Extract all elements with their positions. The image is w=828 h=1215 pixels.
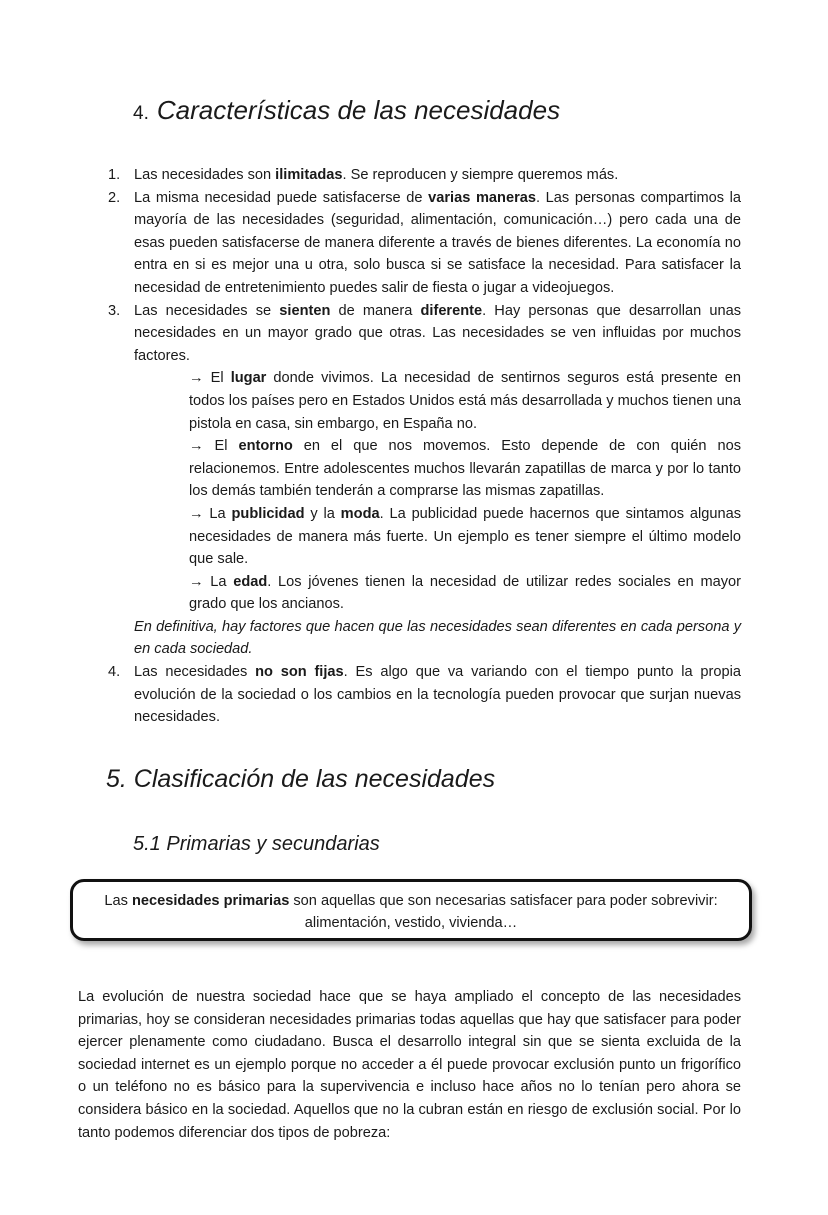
- body-paragraph: La evolución de nuestra sociedad hace que se haya ampliado el concepto de las necesidades primarias, hoy se consideran necesidades primarias todas aquellas que hay que satisfacer para poder ejercer plenamente como ciudadano. Busca el desarrollo integral sin que se sienta excluida de la sociedad internet es un ejemplo porque no acceder a él puede provocar exclusión punto un frigorífico o un teléfono no es básico para la supervivencia e incluso hace años no lo tenían pero ahora se considera básico en la sociedad. Aquellos que no la cubran están en riesgo de exclusión social. Por lo tanto podemos diferenciar dos tipos de pobreza:: [78, 989, 741, 1141]
- factor-lugar-text: donde vivimos. La necesidad de sentirnos seguros está presente en todos los países pero en Estados Unidos está más desarrollada y muchos tienen una pistola en casa, sin embargo, en España no.: [189, 370, 741, 432]
- section-4-title: Características de las necesidades: [156, 95, 561, 125]
- item-2-text-a: La misma necesidad puede satisfacerse de: [134, 189, 429, 206]
- factor-publicidad: [189, 503, 741, 571]
- item-3-text-c: de manera: [330, 302, 421, 319]
- list-number-3: 3.: [108, 302, 121, 319]
- characteristics-list: [108, 164, 741, 729]
- factor-entorno-text: en el que nos movemos. Esto depende de con quién nos relacionemos. Entre adolescentes muchos llevarán zapatillas de marca y por lo tanto los demás también tenderán a comprarse las mismas zapatillas.: [189, 438, 741, 500]
- factor-lugar-bold: lugar: [230, 370, 267, 387]
- item-4-text-a: Las necesidades: [134, 664, 256, 681]
- factor-publicidad-arrow: → La: [189, 505, 232, 522]
- factor-publicidad-bold: publicidad: [231, 505, 305, 522]
- definition-bold: necesidades primarias: [131, 893, 290, 909]
- item-2-bold: varias maneras: [428, 189, 536, 206]
- definition-text-c: son aquellas que son necesarias satisfacer para poder sobrevivir:: [289, 893, 718, 909]
- definition-line-2: alimentación, vestido, vivienda…: [304, 915, 518, 931]
- definition-box: [70, 879, 752, 941]
- item-1-text-a: Las necesidades son: [134, 167, 276, 183]
- item-3-conclusion: En definitiva, hay factores que hacen que las necesidades sean diferentes en cada persona y en cada sociedad.: [134, 618, 741, 658]
- definition-text-a: Las: [104, 893, 132, 909]
- factor-entorno-arrow: → El: [189, 438, 239, 455]
- subsection-5-1-heading: 5.1 Primarias y secundarias: [133, 833, 380, 855]
- item-4-bold: no son fijas: [255, 664, 344, 681]
- factor-edad-text: . Los jóvenes tienen la necesidad de utilizar redes sociales en mayor grado que los ancianos.: [189, 573, 741, 613]
- item-3-text-a: Las necesidades se: [134, 302, 280, 319]
- item-3-bold-diferente: diferente: [420, 302, 483, 319]
- section-5-heading: 5. Clasificación de las necesidades: [106, 765, 496, 793]
- factor-lugar-arrow: → El: [189, 370, 231, 387]
- factor-moda-bold: moda: [340, 505, 380, 522]
- list-item-2: [108, 187, 741, 300]
- factor-edad-arrow: → La: [189, 573, 234, 590]
- item-3-text-e: . Hay personas que desarrollan unas necesidades en un mayor grado que otras. Las necesidades se ven influidas por muchos factores.: [134, 302, 741, 364]
- item-1-bold: ilimitadas: [275, 167, 343, 183]
- item-4-text-c: . Es algo que va variando con el tiempo punto la propia evolución de la sociedad o los cambios en la tecnología pueden provocar que surjan nuevas necesidades.: [134, 664, 741, 726]
- factor-entorno-bold: entorno: [238, 438, 293, 455]
- factor-entorno: [189, 435, 741, 503]
- list-item-4: [108, 661, 741, 729]
- list-item-3: [108, 300, 741, 662]
- section-4-number: 4.: [133, 103, 149, 124]
- item-1-text-c: . Se reproducen y siempre queremos más.: [342, 167, 619, 183]
- definition-line-1: [73, 890, 749, 912]
- factor-publicidad-text-e: . La publicidad puede hacernos que sintamos algunas necesidades de manera más fuerte. Un ejemplo es tener siempre el último modelo que sale.: [189, 505, 741, 568]
- factor-lugar: [189, 367, 741, 435]
- item-3-bold-sienten: sienten: [279, 302, 331, 319]
- factor-publicidad-text-c: y la: [304, 505, 341, 522]
- item-2-text-c: . Las personas compartimos la mayoría de las necesidades (seguridad, alimentación, comunicación…) pero cada una de esas pueden satisfacerse de manera diferente a través de bienes diferentes. La economía no entra en si es mejor una u otra, solo busca si se satisface la necesidad. Para satisfacer la necesidad de entretenimiento puedes salir de fiesta o jugar a videojuegos.: [134, 189, 741, 296]
- list-item-1: [108, 164, 741, 187]
- list-number-1: 1.: [108, 167, 121, 183]
- section-4-heading: [133, 92, 560, 132]
- factor-edad-bold: edad: [233, 573, 268, 590]
- list-number-4: 4.: [108, 664, 121, 681]
- factor-edad: [189, 571, 741, 616]
- list-number-2: 2.: [108, 189, 121, 206]
